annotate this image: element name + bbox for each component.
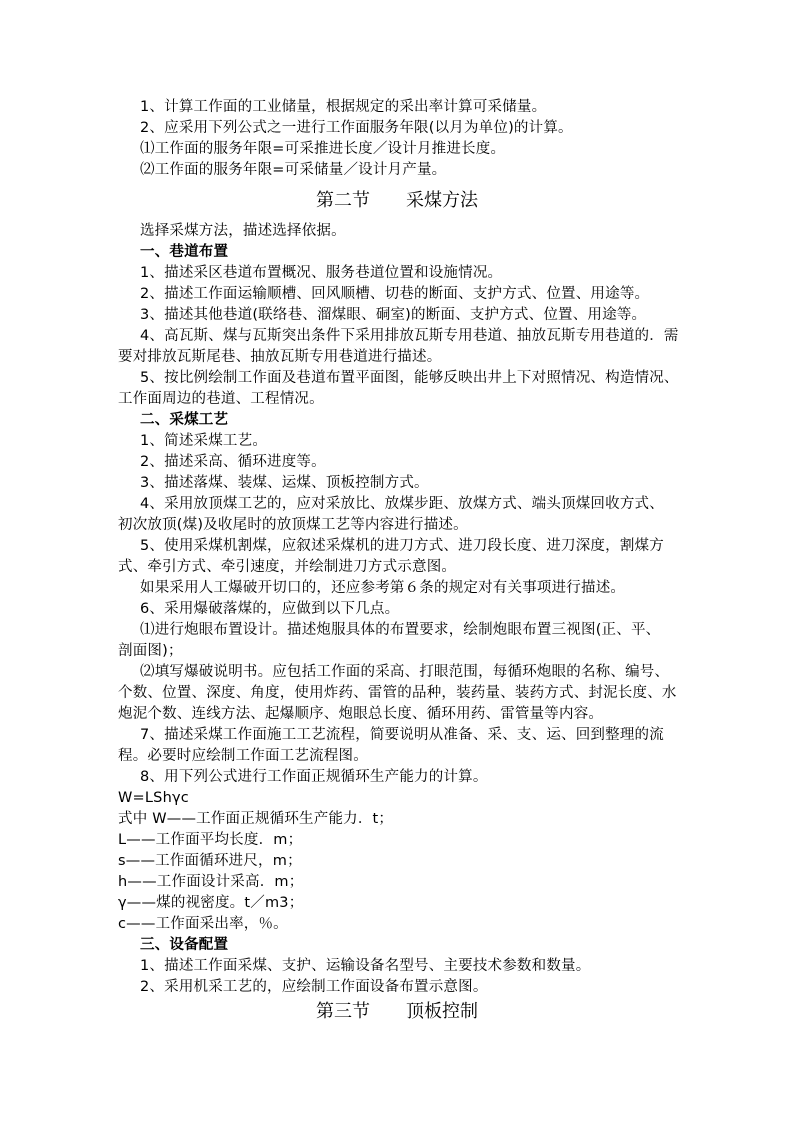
text-line: 如果采用人工爆破开切口的，还应参考第６条的规定对有关事项进行描述。: [140, 580, 626, 596]
text-line: s——工作面循环进尺，m；: [118, 853, 302, 869]
text-line: 5、按比例绘制工作面及巷道布置平面图，能够反映出井上下对照情况、构造情况、: [140, 370, 679, 386]
text-line: ⑴工作面的服务年限=可采推进长度／设计月推进长度。: [140, 141, 506, 157]
text-line: 7、描述采煤工作面施工工艺流程，简要说明从准备、采、支、运、回到整理的流: [140, 727, 664, 743]
text-line: 4、高瓦斯、煤与瓦斯突出条件下采用排放瓦斯专用巷道、抽放瓦斯专用巷道的．需: [140, 328, 679, 344]
text-line: ⑵填写爆破说明书。应包括工作面的采高、打眼范围，每循环炮眼的名称、编号、: [140, 664, 670, 680]
text-line: 式中 W——工作面正规循环生产能力．t；: [118, 811, 394, 827]
section-heading: 第三节 顶板控制: [316, 1001, 478, 1022]
section-heading: 第二节 采煤方法: [316, 190, 478, 211]
text-line: L——工作面平均长度．m；: [118, 832, 303, 848]
text-line: 工作面周边的巷道、工程情况。: [118, 391, 324, 407]
subsection-heading: 三、设备配置: [140, 937, 229, 953]
text-line: h——工作面设计采高．m；: [118, 874, 304, 890]
text-line: 3、描述其他巷道(联络巷、溜煤眼、硐室)的断面、支护方式、位置、用途等。: [140, 307, 647, 323]
text-line: 选择采煤方法，描述选择依据。: [140, 223, 346, 239]
text-line: 2、应采用下列公式之一进行工作面服务年限(以月为单位)的计算。: [140, 120, 573, 136]
text-line: 炮泥个数、连线方法、起爆顺序、炮眼总长度、循环用药、雷管量等内容。: [118, 706, 604, 722]
text-line: 1、计算工作面的工业储量，根据规定的采出率计算可采储量。: [140, 99, 547, 115]
text-line: 8、用下列公式进行工作面正规循环生产能力的计算。: [140, 769, 488, 785]
text-line: 程。必要时应绘制工作面工艺流程图。: [118, 748, 368, 764]
text-line: 2、描述工作面运输顺槽、回风顺槽、切巷的断面、支护方式、位置、用途等。: [140, 286, 650, 302]
text-line: 2、采用机采工艺的，应绘制工作面设备布置示意图。: [140, 979, 488, 995]
text-line: 1、描述工作面采煤、支护、运输设备名型号、主要技术参数和数量。: [140, 958, 591, 974]
text-line: 2、描述采高、循环进度等。: [140, 454, 326, 470]
subsection-heading: 二、采煤工艺: [140, 412, 229, 428]
text-line: 1、描述采区巷道布置概况、服务巷道位置和设施情况。: [140, 265, 503, 281]
text-line: 要对排放瓦斯尾巷、抽放瓦斯专用巷道进行描述。: [118, 349, 442, 365]
text-line: 3、描述落煤、装煤、运煤、顶板控制方式。: [140, 475, 429, 491]
text-line: 5、使用采煤机割煤，应叙述采煤机的进刀方式、进刀段长度、进刀深度，割煤方: [140, 538, 664, 554]
text-line: 式、牵引方式、牵引速度，并绘制进刀方式示意图。: [118, 559, 457, 575]
text-line: 个数、位置、深度、角度，使用炸药、雷管的品种，装药量、装药方式、封泥长度、水: [118, 685, 677, 701]
text-line: ⑴进行炮眼布置设计。描述炮服具体的布置要求，绘制炮眼布置三视图(正、平、: [140, 622, 661, 638]
text-line: 1、简述采煤工艺。: [140, 433, 268, 449]
text-line: γ——煤的视密度。t／m3；: [118, 895, 304, 911]
text-line: 4、采用放顶煤工艺的，应对采放比、放煤步距、放煤方式、端头顶煤回收方式、: [140, 496, 664, 512]
text-line: 6、采用爆破落煤的，应做到以下几点。: [140, 601, 400, 617]
text-line: ⑵工作面的服务年限=可采储量／设计月产量。: [140, 162, 447, 178]
text-line: 初次放顶(煤)及收尾时的放顶煤工艺等内容进行描述。: [118, 517, 468, 533]
formula: W=LShγc: [118, 790, 189, 806]
subsection-heading: 一、巷道布置: [140, 244, 229, 260]
text-line: c——工作面采出率，％。: [118, 916, 288, 932]
text-line: 剖面图)；: [118, 643, 183, 659]
